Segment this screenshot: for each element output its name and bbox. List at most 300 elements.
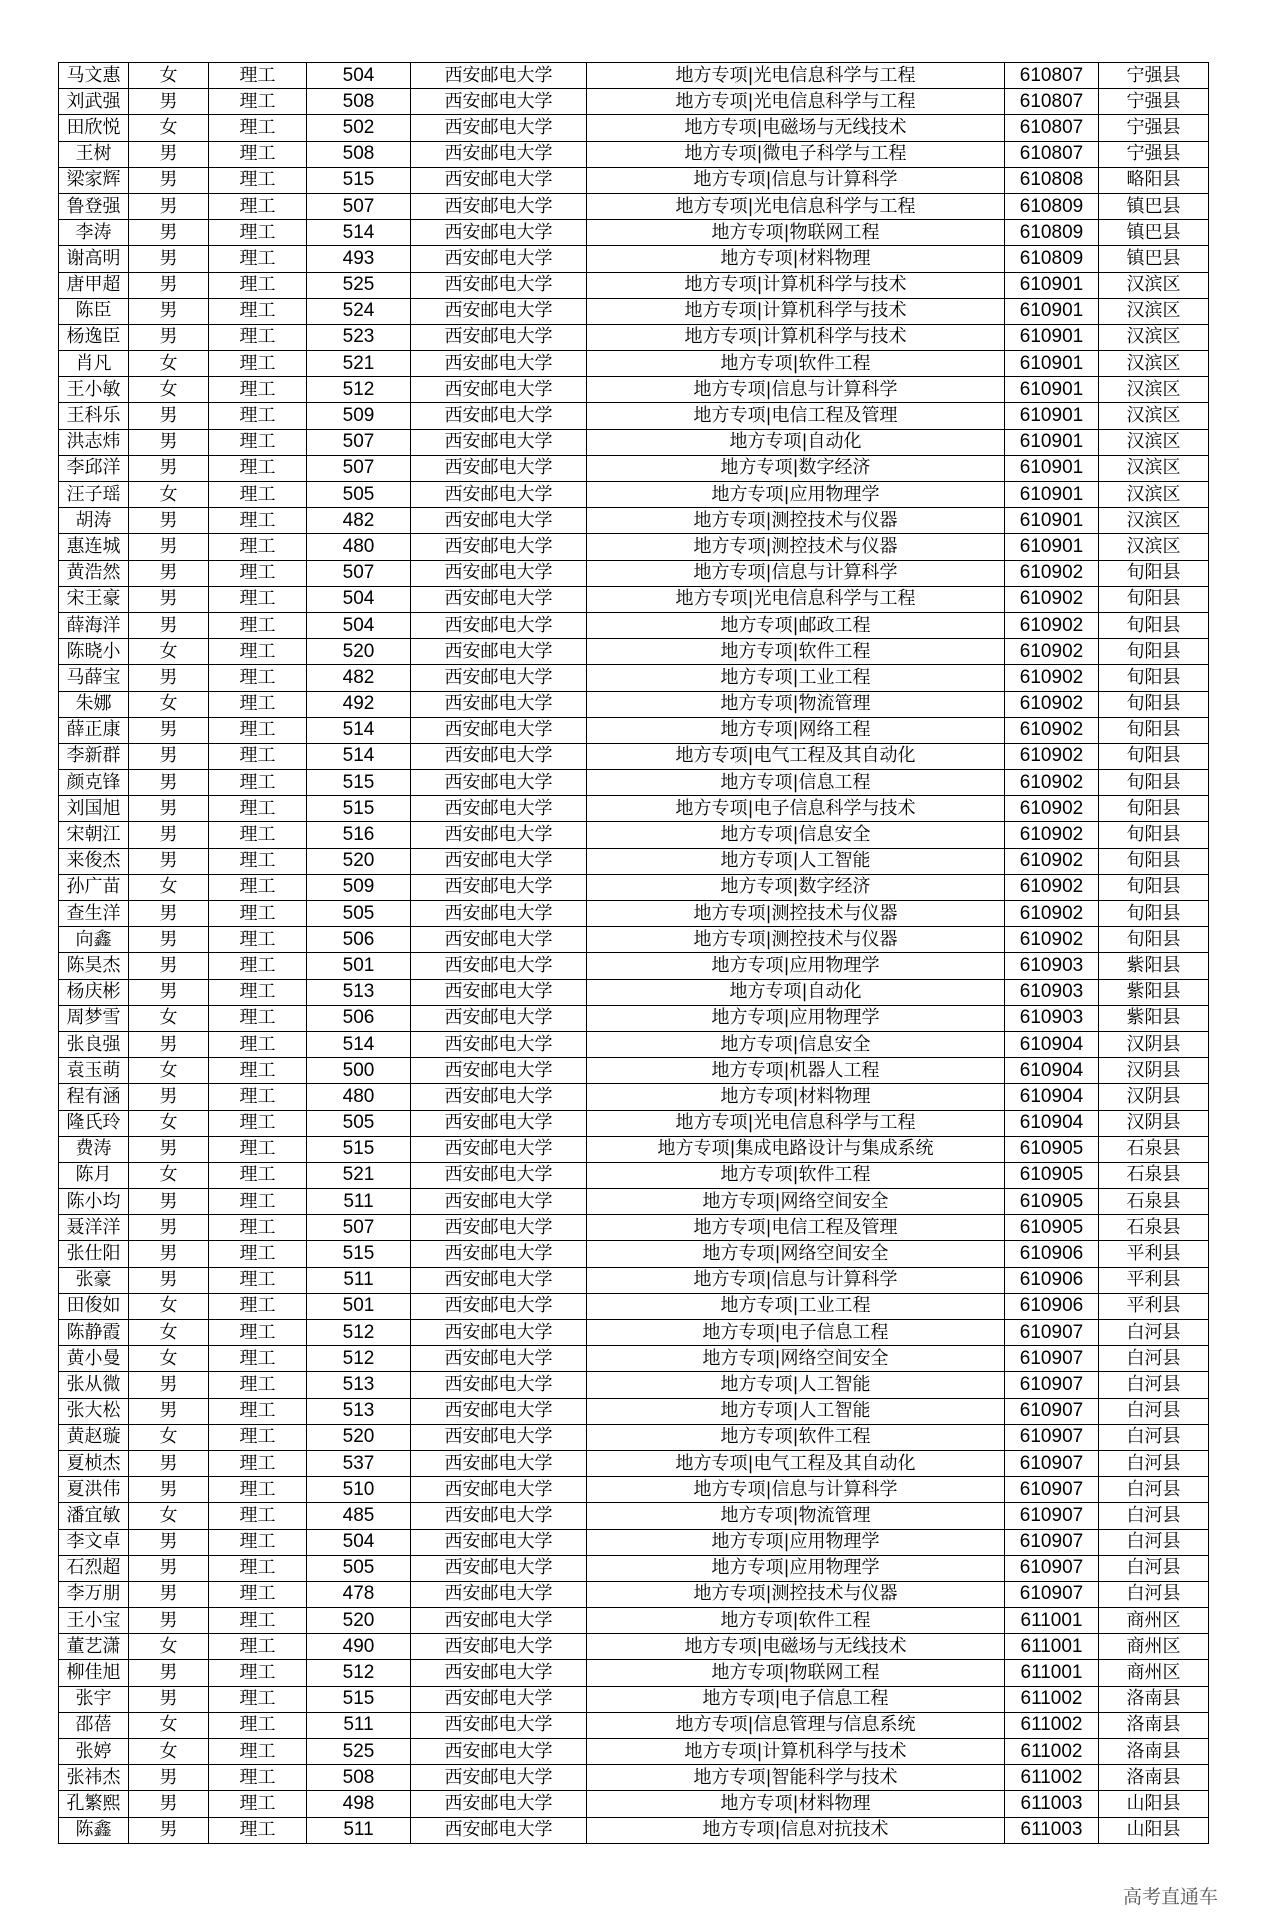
- gender-cell: 男: [129, 429, 209, 455]
- gender-cell: 男: [129, 508, 209, 534]
- region-code-cell: 610905: [1005, 1162, 1099, 1188]
- university-cell: 西安邮电大学: [411, 167, 587, 193]
- county-cell: 旬阳县: [1099, 770, 1209, 796]
- category-cell: 理工: [209, 1660, 307, 1686]
- score-cell: 505: [307, 1110, 411, 1136]
- name-cell: 张婷: [59, 1739, 129, 1765]
- gender-cell: 男: [129, 89, 209, 115]
- major-cell: 地方专项|信息工程: [587, 770, 1005, 796]
- gender-cell: 男: [129, 743, 209, 769]
- region-code-cell: 610901: [1005, 324, 1099, 350]
- table-row: [59, 377, 1209, 403]
- county-cell: 山阳县: [1099, 1817, 1209, 1843]
- score-cell: 513: [307, 979, 411, 1005]
- gender-cell: 男: [129, 324, 209, 350]
- major-cell: 地方专项|光电信息科学与工程: [587, 63, 1005, 89]
- score-cell: 514: [307, 717, 411, 743]
- score-cell: 480: [307, 534, 411, 560]
- county-cell: 旬阳县: [1099, 874, 1209, 900]
- table-row: [59, 1189, 1209, 1215]
- score-cell: 507: [307, 1215, 411, 1241]
- university-cell: 西安邮电大学: [411, 1267, 587, 1293]
- score-cell: 507: [307, 560, 411, 586]
- major-cell: 地方专项|人工智能: [587, 1372, 1005, 1398]
- university-cell: 西安邮电大学: [411, 874, 587, 900]
- gender-cell: 男: [129, 796, 209, 822]
- region-code-cell: 610809: [1005, 220, 1099, 246]
- table-row: [59, 796, 1209, 822]
- region-code-cell: 610907: [1005, 1372, 1099, 1398]
- name-cell: 宋王豪: [59, 586, 129, 612]
- region-code-cell: 610901: [1005, 272, 1099, 298]
- county-cell: 白河县: [1099, 1450, 1209, 1476]
- region-code-cell: 610904: [1005, 1058, 1099, 1084]
- category-cell: 理工: [209, 560, 307, 586]
- university-cell: 西安邮电大学: [411, 1581, 587, 1607]
- score-cell: 512: [307, 1346, 411, 1372]
- score-cell: 505: [307, 482, 411, 508]
- region-code-cell: 610807: [1005, 141, 1099, 167]
- major-cell: 地方专项|人工智能: [587, 1398, 1005, 1424]
- score-cell: 482: [307, 665, 411, 691]
- gender-cell: 男: [129, 848, 209, 874]
- gender-cell: 女: [129, 1739, 209, 1765]
- gender-cell: 男: [129, 1372, 209, 1398]
- county-cell: 汉滨区: [1099, 508, 1209, 534]
- name-cell: 张从微: [59, 1372, 129, 1398]
- category-cell: 理工: [209, 1817, 307, 1843]
- major-cell: 地方专项|光电信息科学与工程: [587, 193, 1005, 219]
- university-cell: 西安邮电大学: [411, 246, 587, 272]
- county-cell: 商州区: [1099, 1608, 1209, 1634]
- university-cell: 西安邮电大学: [411, 822, 587, 848]
- score-cell: 513: [307, 1398, 411, 1424]
- name-cell: 陈臣: [59, 298, 129, 324]
- table-row: [59, 1346, 1209, 1372]
- region-code-cell: 610904: [1005, 1031, 1099, 1057]
- region-code-cell: 611001: [1005, 1634, 1099, 1660]
- name-cell: 洪志炜: [59, 429, 129, 455]
- table-row: [59, 979, 1209, 1005]
- name-cell: 陈昊杰: [59, 953, 129, 979]
- gender-cell: 男: [129, 953, 209, 979]
- county-cell: 石泉县: [1099, 1136, 1209, 1162]
- gender-cell: 男: [129, 1477, 209, 1503]
- score-cell: 480: [307, 1084, 411, 1110]
- major-cell: 地方专项|物流管理: [587, 691, 1005, 717]
- table-row: [59, 1739, 1209, 1765]
- county-cell: 洛南县: [1099, 1739, 1209, 1765]
- major-cell: 地方专项|计算机科学与技术: [587, 298, 1005, 324]
- category-cell: 理工: [209, 1608, 307, 1634]
- university-cell: 西安邮电大学: [411, 1529, 587, 1555]
- category-cell: 理工: [209, 167, 307, 193]
- county-cell: 镇巴县: [1099, 246, 1209, 272]
- name-cell: 查生洋: [59, 901, 129, 927]
- region-code-cell: 610906: [1005, 1293, 1099, 1319]
- major-cell: 地方专项|测控技术与仪器: [587, 927, 1005, 953]
- score-cell: 515: [307, 1686, 411, 1712]
- name-cell: 宋朝江: [59, 822, 129, 848]
- county-cell: 商州区: [1099, 1660, 1209, 1686]
- table-row: [59, 743, 1209, 769]
- county-cell: 白河县: [1099, 1346, 1209, 1372]
- name-cell: 隆氏玲: [59, 1110, 129, 1136]
- table-row: [59, 63, 1209, 89]
- university-cell: 西安邮电大学: [411, 455, 587, 481]
- gender-cell: 女: [129, 1110, 209, 1136]
- name-cell: 袁玉萌: [59, 1058, 129, 1084]
- county-cell: 宁强县: [1099, 141, 1209, 167]
- table-row: [59, 1555, 1209, 1581]
- region-code-cell: 611002: [1005, 1712, 1099, 1738]
- category-cell: 理工: [209, 743, 307, 769]
- table-row: [59, 927, 1209, 953]
- score-cell: 504: [307, 63, 411, 89]
- major-cell: 地方专项|人工智能: [587, 848, 1005, 874]
- county-cell: 白河县: [1099, 1581, 1209, 1607]
- county-cell: 石泉县: [1099, 1215, 1209, 1241]
- category-cell: 理工: [209, 115, 307, 141]
- category-cell: 理工: [209, 901, 307, 927]
- score-cell: 520: [307, 1608, 411, 1634]
- name-cell: 石烈超: [59, 1555, 129, 1581]
- name-cell: 田欣悦: [59, 115, 129, 141]
- table-row: [59, 1110, 1209, 1136]
- county-cell: 汉阴县: [1099, 1058, 1209, 1084]
- university-cell: 西安邮电大学: [411, 770, 587, 796]
- gender-cell: 女: [129, 482, 209, 508]
- table-row: [59, 1031, 1209, 1057]
- county-cell: 旬阳县: [1099, 901, 1209, 927]
- county-cell: 石泉县: [1099, 1189, 1209, 1215]
- major-cell: 地方专项|光电信息科学与工程: [587, 1110, 1005, 1136]
- major-cell: 地方专项|应用物理学: [587, 1529, 1005, 1555]
- region-code-cell: 610901: [1005, 403, 1099, 429]
- score-cell: 516: [307, 822, 411, 848]
- major-cell: 地方专项|电信工程及管理: [587, 1215, 1005, 1241]
- region-code-cell: 610903: [1005, 1005, 1099, 1031]
- county-cell: 旬阳县: [1099, 560, 1209, 586]
- county-cell: 白河县: [1099, 1424, 1209, 1450]
- category-cell: 理工: [209, 351, 307, 377]
- university-cell: 西安邮电大学: [411, 89, 587, 115]
- university-cell: 西安邮电大学: [411, 1634, 587, 1660]
- category-cell: 理工: [209, 1215, 307, 1241]
- score-cell: 521: [307, 1162, 411, 1188]
- region-code-cell: 610902: [1005, 560, 1099, 586]
- county-cell: 镇巴县: [1099, 220, 1209, 246]
- score-cell: 512: [307, 377, 411, 403]
- table-row: [59, 1241, 1209, 1267]
- name-cell: 王小敏: [59, 377, 129, 403]
- university-cell: 西安邮电大学: [411, 1450, 587, 1476]
- gender-cell: 男: [129, 298, 209, 324]
- score-cell: 525: [307, 1739, 411, 1765]
- score-cell: 521: [307, 351, 411, 377]
- category-cell: 理工: [209, 1555, 307, 1581]
- score-cell: 510: [307, 1477, 411, 1503]
- score-cell: 508: [307, 89, 411, 115]
- gender-cell: 男: [129, 1450, 209, 1476]
- gender-cell: 男: [129, 534, 209, 560]
- gender-cell: 男: [129, 403, 209, 429]
- category-cell: 理工: [209, 1162, 307, 1188]
- gender-cell: 女: [129, 1712, 209, 1738]
- gender-cell: 男: [129, 246, 209, 272]
- major-cell: 地方专项|数字经济: [587, 455, 1005, 481]
- region-code-cell: 610807: [1005, 89, 1099, 115]
- university-cell: 西安邮电大学: [411, 1058, 587, 1084]
- major-cell: 地方专项|工业工程: [587, 665, 1005, 691]
- name-cell: 黄浩然: [59, 560, 129, 586]
- major-cell: 地方专项|应用物理学: [587, 953, 1005, 979]
- category-cell: 理工: [209, 193, 307, 219]
- category-cell: 理工: [209, 1450, 307, 1476]
- major-cell: 地方专项|数字经济: [587, 874, 1005, 900]
- gender-cell: 男: [129, 1084, 209, 1110]
- score-cell: 509: [307, 874, 411, 900]
- university-cell: 西安邮电大学: [411, 63, 587, 89]
- region-code-cell: 610907: [1005, 1503, 1099, 1529]
- name-cell: 孔繁熙: [59, 1791, 129, 1817]
- county-cell: 汉阴县: [1099, 1084, 1209, 1110]
- table-row: [59, 403, 1209, 429]
- university-cell: 西安邮电大学: [411, 717, 587, 743]
- name-cell: 费涛: [59, 1136, 129, 1162]
- university-cell: 西安邮电大学: [411, 193, 587, 219]
- gender-cell: 女: [129, 1424, 209, 1450]
- score-cell: 507: [307, 455, 411, 481]
- score-cell: 492: [307, 691, 411, 717]
- score-cell: 501: [307, 953, 411, 979]
- category-cell: 理工: [209, 220, 307, 246]
- category-cell: 理工: [209, 822, 307, 848]
- gender-cell: 女: [129, 1634, 209, 1660]
- category-cell: 理工: [209, 770, 307, 796]
- score-cell: 504: [307, 586, 411, 612]
- county-cell: 白河县: [1099, 1398, 1209, 1424]
- category-cell: 理工: [209, 1189, 307, 1215]
- category-cell: 理工: [209, 534, 307, 560]
- county-cell: 旬阳县: [1099, 586, 1209, 612]
- gender-cell: 女: [129, 874, 209, 900]
- major-cell: 地方专项|网络空间安全: [587, 1346, 1005, 1372]
- category-cell: 理工: [209, 246, 307, 272]
- table-row: [59, 141, 1209, 167]
- region-code-cell: 611001: [1005, 1660, 1099, 1686]
- county-cell: 平利县: [1099, 1293, 1209, 1319]
- county-cell: 白河县: [1099, 1503, 1209, 1529]
- region-code-cell: 611003: [1005, 1791, 1099, 1817]
- major-cell: 地方专项|计算机科学与技术: [587, 272, 1005, 298]
- score-cell: 505: [307, 901, 411, 927]
- score-cell: 512: [307, 1660, 411, 1686]
- name-cell: 鲁登强: [59, 193, 129, 219]
- county-cell: 洛南县: [1099, 1765, 1209, 1791]
- table-row: [59, 1084, 1209, 1110]
- score-cell: 513: [307, 1372, 411, 1398]
- major-cell: 地方专项|信息安全: [587, 1031, 1005, 1057]
- gender-cell: 男: [129, 1398, 209, 1424]
- category-cell: 理工: [209, 141, 307, 167]
- category-cell: 理工: [209, 639, 307, 665]
- university-cell: 西安邮电大学: [411, 1005, 587, 1031]
- gender-cell: 男: [129, 927, 209, 953]
- score-cell: 515: [307, 167, 411, 193]
- university-cell: 西安邮电大学: [411, 1241, 587, 1267]
- score-cell: 512: [307, 1320, 411, 1346]
- university-cell: 西安邮电大学: [411, 1791, 587, 1817]
- university-cell: 西安邮电大学: [411, 1477, 587, 1503]
- major-cell: 地方专项|机器人工程: [587, 1058, 1005, 1084]
- category-cell: 理工: [209, 874, 307, 900]
- gender-cell: 女: [129, 351, 209, 377]
- table-row: [59, 1293, 1209, 1319]
- region-code-cell: 610901: [1005, 429, 1099, 455]
- score-cell: 524: [307, 298, 411, 324]
- table-row: [59, 167, 1209, 193]
- category-cell: 理工: [209, 1765, 307, 1791]
- table-row: [59, 246, 1209, 272]
- university-cell: 西安邮电大学: [411, 1686, 587, 1712]
- gender-cell: 男: [129, 1608, 209, 1634]
- score-cell: 520: [307, 1424, 411, 1450]
- major-cell: 地方专项|工业工程: [587, 1293, 1005, 1319]
- major-cell: 地方专项|自动化: [587, 979, 1005, 1005]
- table-row: [59, 1581, 1209, 1607]
- gender-cell: 男: [129, 193, 209, 219]
- gender-cell: 女: [129, 63, 209, 89]
- region-code-cell: 610906: [1005, 1241, 1099, 1267]
- table-row: [59, 639, 1209, 665]
- score-cell: 478: [307, 1581, 411, 1607]
- name-cell: 肖凡: [59, 351, 129, 377]
- category-cell: 理工: [209, 1791, 307, 1817]
- region-code-cell: 610902: [1005, 743, 1099, 769]
- score-cell: 515: [307, 796, 411, 822]
- table-row: [59, 1424, 1209, 1450]
- table-row: [59, 717, 1209, 743]
- category-cell: 理工: [209, 1634, 307, 1660]
- major-cell: 地方专项|应用物理学: [587, 1555, 1005, 1581]
- gender-cell: 男: [129, 167, 209, 193]
- county-cell: 紫阳县: [1099, 979, 1209, 1005]
- gender-cell: 女: [129, 639, 209, 665]
- county-cell: 汉滨区: [1099, 272, 1209, 298]
- category-cell: 理工: [209, 1581, 307, 1607]
- major-cell: 地方专项|材料物理: [587, 246, 1005, 272]
- university-cell: 西安邮电大学: [411, 1712, 587, 1738]
- category-cell: 理工: [209, 717, 307, 743]
- county-cell: 汉滨区: [1099, 429, 1209, 455]
- region-code-cell: 610905: [1005, 1189, 1099, 1215]
- score-cell: 490: [307, 1634, 411, 1660]
- university-cell: 西安邮电大学: [411, 665, 587, 691]
- region-code-cell: 610907: [1005, 1555, 1099, 1581]
- gender-cell: 男: [129, 1031, 209, 1057]
- name-cell: 程有涵: [59, 1084, 129, 1110]
- admission-table: [58, 62, 1209, 1844]
- university-cell: 西安邮电大学: [411, 141, 587, 167]
- major-cell: 地方专项|电子信息工程: [587, 1320, 1005, 1346]
- county-cell: 旬阳县: [1099, 822, 1209, 848]
- score-cell: 505: [307, 1555, 411, 1581]
- county-cell: 山阳县: [1099, 1791, 1209, 1817]
- university-cell: 西安邮电大学: [411, 639, 587, 665]
- region-code-cell: 610904: [1005, 1084, 1099, 1110]
- major-cell: 地方专项|测控技术与仪器: [587, 901, 1005, 927]
- name-cell: 周梦雪: [59, 1005, 129, 1031]
- major-cell: 地方专项|信息与计算科学: [587, 1477, 1005, 1503]
- name-cell: 汪子瑶: [59, 482, 129, 508]
- score-cell: 504: [307, 612, 411, 638]
- watermark: 高考直通车: [1122, 1886, 1218, 1908]
- region-code-cell: 611002: [1005, 1765, 1099, 1791]
- category-cell: 理工: [209, 1293, 307, 1319]
- university-cell: 西安邮电大学: [411, 743, 587, 769]
- gender-cell: 男: [129, 1267, 209, 1293]
- gender-cell: 男: [129, 1581, 209, 1607]
- gender-cell: 女: [129, 1293, 209, 1319]
- table-row: [59, 1162, 1209, 1188]
- region-code-cell: 610907: [1005, 1529, 1099, 1555]
- score-cell: 515: [307, 770, 411, 796]
- major-cell: 地方专项|自动化: [587, 429, 1005, 455]
- score-cell: 525: [307, 272, 411, 298]
- category-cell: 理工: [209, 429, 307, 455]
- table-row: [59, 1634, 1209, 1660]
- region-code-cell: 610907: [1005, 1477, 1099, 1503]
- score-cell: 511: [307, 1817, 411, 1843]
- score-cell: 507: [307, 429, 411, 455]
- county-cell: 白河县: [1099, 1372, 1209, 1398]
- region-code-cell: 611002: [1005, 1739, 1099, 1765]
- university-cell: 西安邮电大学: [411, 377, 587, 403]
- name-cell: 张仕阳: [59, 1241, 129, 1267]
- name-cell: 李新群: [59, 743, 129, 769]
- region-code-cell: 610907: [1005, 1398, 1099, 1424]
- major-cell: 地方专项|网络工程: [587, 717, 1005, 743]
- county-cell: 白河县: [1099, 1555, 1209, 1581]
- name-cell: 王科乐: [59, 403, 129, 429]
- major-cell: 地方专项|信息对抗技术: [587, 1817, 1005, 1843]
- county-cell: 石泉县: [1099, 1162, 1209, 1188]
- county-cell: 紫阳县: [1099, 1005, 1209, 1031]
- major-cell: 地方专项|应用物理学: [587, 1005, 1005, 1031]
- major-cell: 地方专项|材料物理: [587, 1791, 1005, 1817]
- category-cell: 理工: [209, 586, 307, 612]
- gender-cell: 男: [129, 1817, 209, 1843]
- gender-cell: 男: [129, 770, 209, 796]
- table-row: [59, 220, 1209, 246]
- name-cell: 谢高明: [59, 246, 129, 272]
- major-cell: 地方专项|信息与计算科学: [587, 377, 1005, 403]
- major-cell: 地方专项|智能科学与技术: [587, 1765, 1005, 1791]
- county-cell: 旬阳县: [1099, 796, 1209, 822]
- category-cell: 理工: [209, 1372, 307, 1398]
- region-code-cell: 610807: [1005, 115, 1099, 141]
- major-cell: 地方专项|光电信息科学与工程: [587, 586, 1005, 612]
- category-cell: 理工: [209, 1503, 307, 1529]
- major-cell: 地方专项|信息与计算科学: [587, 1267, 1005, 1293]
- county-cell: 汉阴县: [1099, 1031, 1209, 1057]
- university-cell: 西安邮电大学: [411, 1555, 587, 1581]
- region-code-cell: 610902: [1005, 665, 1099, 691]
- major-cell: 地方专项|计算机科学与技术: [587, 324, 1005, 350]
- university-cell: 西安邮电大学: [411, 1660, 587, 1686]
- major-cell: 地方专项|微电子科学与工程: [587, 141, 1005, 167]
